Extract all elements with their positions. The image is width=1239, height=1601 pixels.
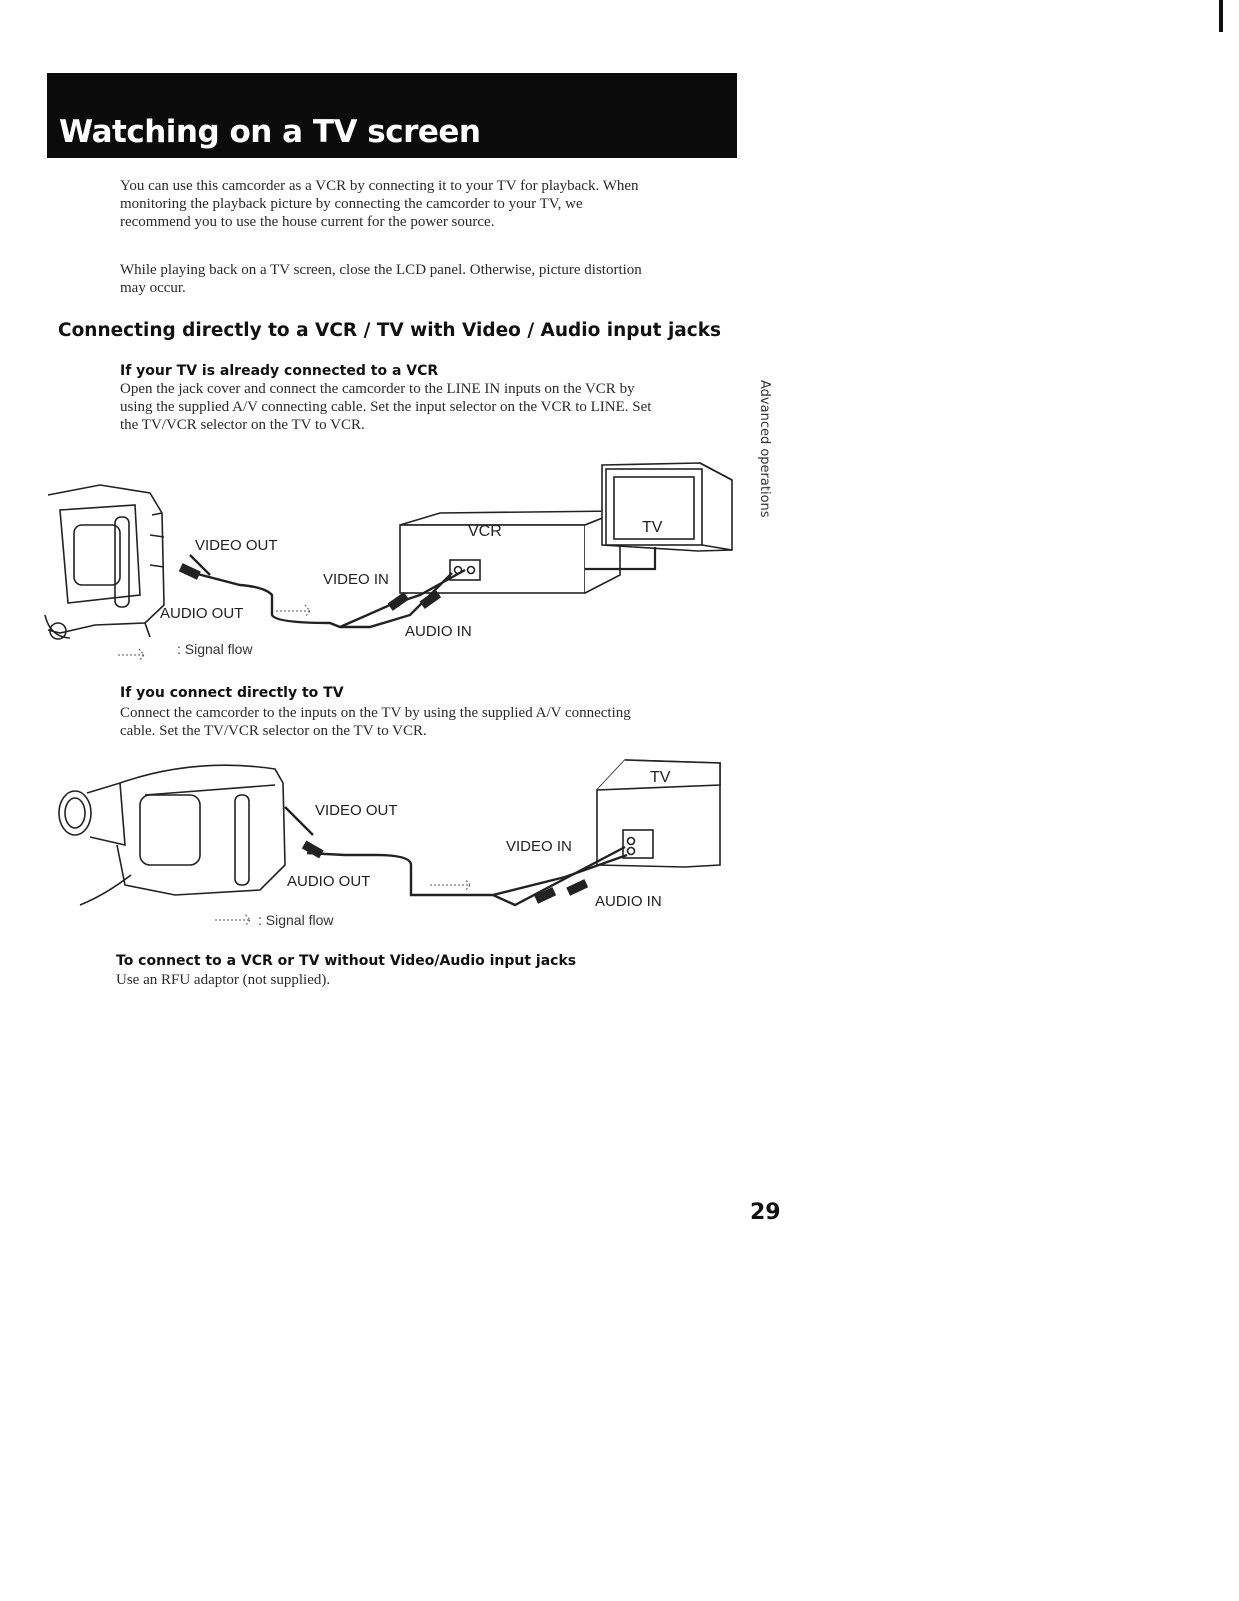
audio-in-label: AUDIO IN (595, 893, 662, 910)
instruction-line: Open the jack cover and connect the camcorder to the LINE IN inputs on the VCR by (120, 381, 635, 397)
signal-flow-legend: : Signal flow (258, 912, 334, 928)
instruction-line: the TV/VCR selector on the TV to VCR. (120, 417, 365, 433)
intro-line: monitoring the playback picture by connecting the camcorder to your TV, we (120, 196, 583, 212)
instruction-line: Connect the camcorder to the inputs on the TV by using the supplied A/V connecting (120, 705, 631, 721)
tv-label: TV (650, 769, 671, 786)
edge-mark (1219, 0, 1223, 32)
audio-out-label: AUDIO OUT (287, 873, 371, 890)
section-heading: Connecting directly to a VCR / TV with Video / Audio input jacks (58, 320, 722, 341)
rfu-text: Use an RFU adaptor (not supplied). (116, 972, 331, 988)
camcorder-illustration (59, 765, 285, 905)
video-in-label: VIDEO IN (506, 838, 572, 855)
intro-line: recommend you to use the house current for the power source. (120, 214, 495, 230)
title-banner (47, 73, 737, 158)
rfu-subheading: To connect to a VCR or TV without Video/Audio input jacks (116, 953, 577, 969)
page-number: 29 (750, 1200, 781, 1225)
video-out-label: VIDEO OUT (195, 537, 278, 554)
tv-instructions (120, 704, 631, 740)
side-tab (757, 380, 790, 530)
tv-label: TV (642, 519, 663, 536)
video-out-label: VIDEO OUT (315, 802, 398, 819)
page-title: Watching on a TV screen (59, 114, 481, 150)
vcr-instructions (120, 380, 651, 434)
instruction-line: using the supplied A/V connecting cable. Set the input selector on the VCR to LINE. Set (120, 399, 652, 415)
signal-flow-legend: : Signal flow (177, 641, 253, 657)
side-tab-label: Advanced operations (757, 380, 772, 518)
tv-illustration (602, 463, 732, 551)
intro-paragraph-1 (120, 177, 639, 231)
vcr-illustration (400, 511, 620, 593)
instruction-line: cable. Set the TV/VCR selector on the TV to VCR. (120, 723, 427, 739)
vcr-subheading: If your TV is already connected to a VCR (120, 363, 439, 379)
video-in-label: VIDEO IN (323, 571, 389, 588)
tv-connection-diagram (45, 755, 735, 935)
intro-line: You can use this camcorder as a VCR by connecting it to your TV for playback. When (120, 178, 639, 194)
audio-in-label: AUDIO IN (405, 623, 472, 640)
tv-subheading: If you connect directly to TV (120, 685, 344, 701)
camcorder-illustration (45, 485, 164, 639)
intro-line: While playing back on a TV screen, close the LCD panel. Otherwise, picture distortion (120, 262, 642, 278)
audio-out-label: AUDIO OUT (160, 605, 244, 622)
intro-line: may occur. (120, 280, 186, 296)
intro-paragraph-2 (120, 261, 642, 297)
vcr-connection-diagram (40, 455, 760, 665)
vcr-label: VCR (468, 523, 502, 540)
